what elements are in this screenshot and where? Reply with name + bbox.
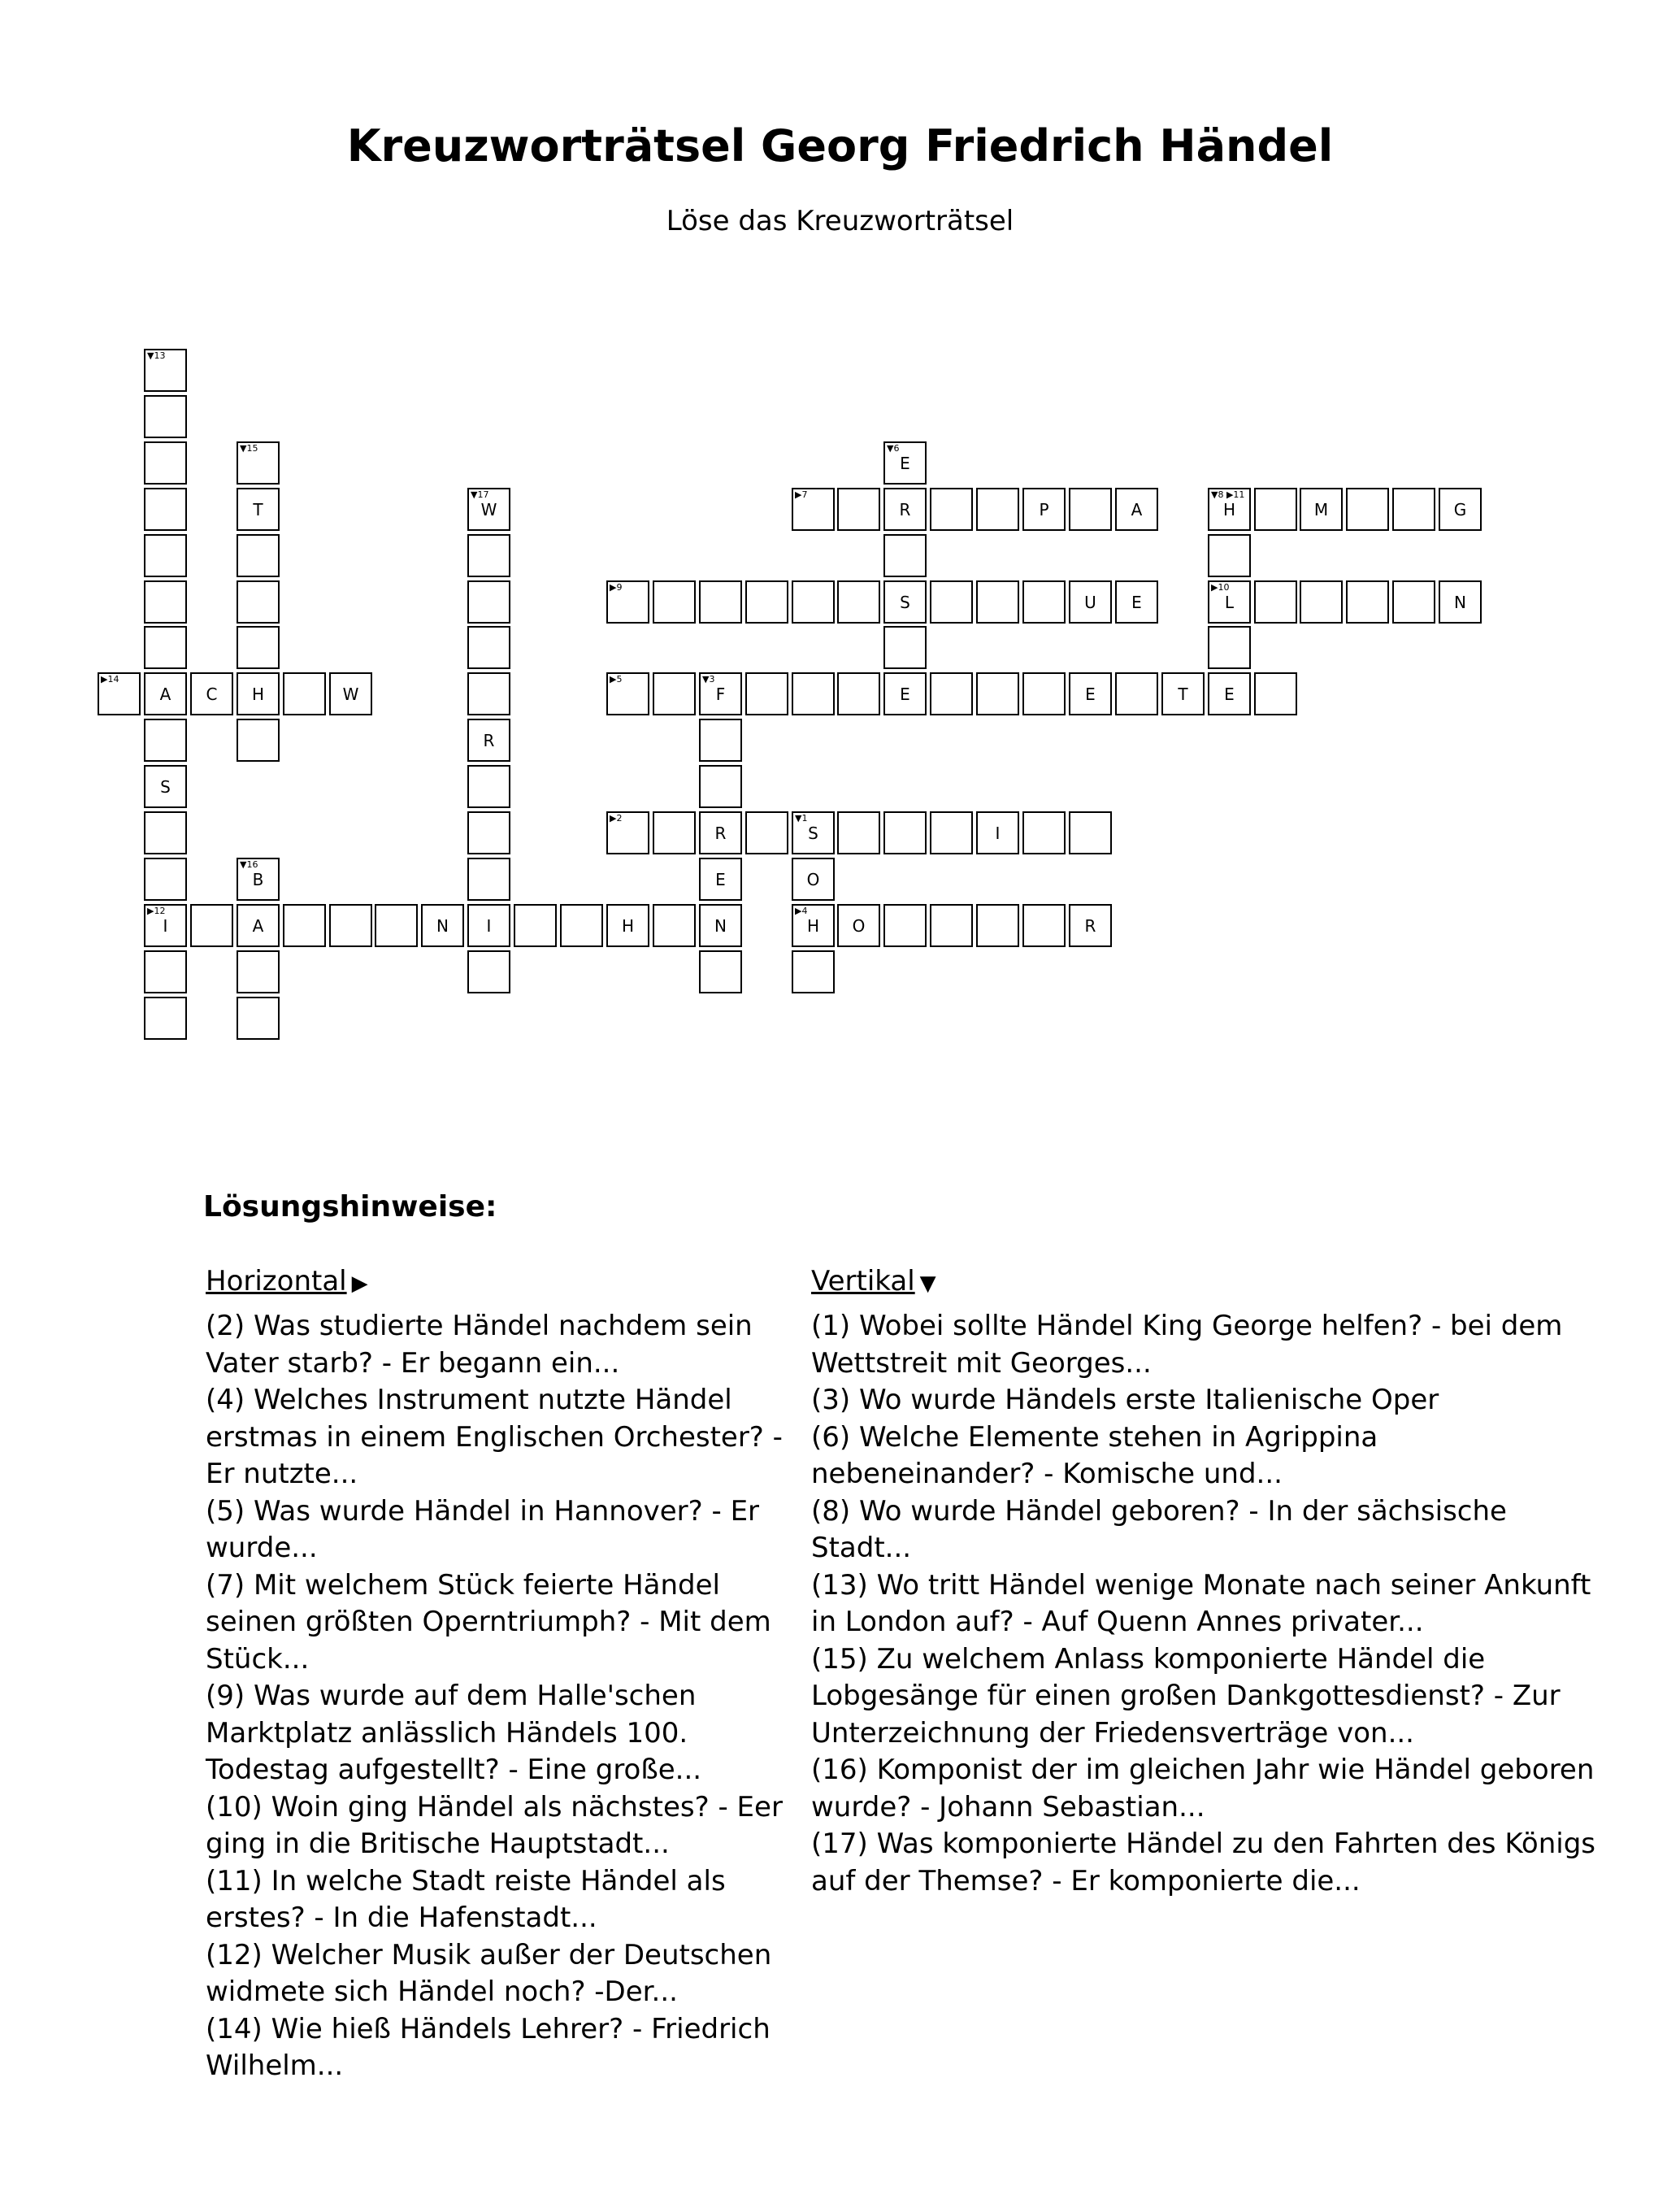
grid-cell[interactable] — [837, 904, 880, 947]
grid-cell[interactable] — [745, 811, 788, 854]
clue-item: (15) Zu welchem Anlass komponierte Händel die Lobgesänge für einen großen Dankgottesdienst? - Zur Unterzeichnung der Friedensverträge von... — [811, 1642, 1561, 1749]
vertical-label: Vertikal — [811, 1265, 915, 1297]
cell-letter: N — [714, 916, 727, 936]
horizontal-clues — [206, 1263, 807, 2085]
cell-letter: R — [899, 500, 911, 519]
grid-cell[interactable] — [1115, 488, 1158, 531]
grid-cell[interactable] — [792, 950, 835, 993]
clue-item: (9) Was wurde auf dem Halle'schen Marktplatz anlässlich Händels 100. Todestag aufgestellt? - Eine große... — [206, 1680, 702, 1786]
grid-cell[interactable] — [792, 488, 835, 531]
grid-cell[interactable] — [237, 719, 280, 762]
grid-cell[interactable] — [467, 719, 510, 762]
clue-item: (14) Wie hieß Händels Lehrer? - Friedrich Wilhelm... — [206, 2012, 771, 2082]
grid-cell[interactable] — [976, 811, 1019, 854]
horizontal-label: Horizontal — [206, 1265, 347, 1297]
grid-cell[interactable] — [883, 441, 927, 485]
grid-cell[interactable] — [283, 904, 326, 947]
grid-cell[interactable] — [1254, 488, 1297, 531]
grid-cell[interactable] — [1022, 488, 1066, 531]
grid-cell[interactable] — [883, 811, 927, 854]
grid-cell[interactable] — [237, 950, 280, 993]
cell-letter: A — [1131, 500, 1143, 519]
grid-cell[interactable] — [976, 488, 1019, 531]
clue-item: (10) Woin ging Händel als nächstes? - Eer ging in die Britische Hauptstadt... — [206, 1790, 783, 1860]
cell-letter: W — [342, 685, 359, 704]
cell-letter: O — [852, 916, 866, 936]
grid-cell[interactable] — [1208, 672, 1251, 715]
grid-cell[interactable] — [144, 488, 187, 531]
grid-cell[interactable] — [653, 811, 696, 854]
grid-cell[interactable] — [237, 580, 280, 624]
cell-letter: A — [159, 685, 171, 704]
cell-number: ▶4 — [795, 906, 808, 916]
grid-cell[interactable] — [144, 904, 187, 947]
cell-letter: H — [251, 685, 265, 704]
grid-cell[interactable] — [699, 811, 742, 854]
clue-item: (4) Welches Instrument nutzte Händel erstmas in einem Englischen Orchester? - Er nutzte... — [206, 1384, 783, 1490]
cell-letter: O — [806, 870, 820, 889]
grid-cell[interactable] — [514, 904, 557, 947]
grid-cell[interactable] — [837, 488, 880, 531]
grid-cell[interactable] — [745, 672, 788, 715]
grid-cell[interactable] — [467, 672, 510, 715]
grid-cell[interactable] — [792, 672, 835, 715]
cell-letter: S — [160, 777, 171, 797]
cell-letter: N — [436, 916, 449, 936]
cell-letter: S — [900, 593, 910, 612]
clue-item: (16) Komponist der im gleichen Jahr wie Händel geboren wurde? - Johann Sebastian... — [811, 1754, 1595, 1823]
grid-cell[interactable] — [1208, 580, 1251, 624]
vertical-header — [811, 1263, 1608, 1308]
grid-cell[interactable] — [144, 534, 187, 577]
cell-letter: B — [252, 870, 264, 889]
grid-cell[interactable] — [1346, 580, 1389, 624]
grid-cell[interactable] — [375, 904, 418, 947]
clue-item: (3) Wo wurde Händels erste Italienische Oper — [811, 1384, 1439, 1416]
grid-cell[interactable] — [606, 672, 649, 715]
grid-cell[interactable] — [467, 580, 510, 624]
grid-cell[interactable] — [237, 534, 280, 577]
cell-letter: T — [253, 500, 263, 519]
grid-cell[interactable] — [144, 395, 187, 438]
grid-cell[interactable] — [237, 441, 280, 485]
cell-letter: I — [163, 916, 168, 936]
cell-letter: F — [715, 685, 726, 704]
grid-cell[interactable] — [976, 580, 1019, 624]
cell-letter: G — [1453, 500, 1467, 519]
cell-number: ▶9 — [610, 582, 623, 593]
grid-cell[interactable] — [144, 626, 187, 669]
grid-cell[interactable] — [1208, 534, 1251, 577]
grid-cell[interactable] — [653, 904, 696, 947]
grid-cell[interactable] — [98, 672, 141, 715]
cell-letter: A — [252, 916, 264, 936]
grid-cell[interactable] — [883, 672, 927, 715]
grid-cell[interactable] — [976, 904, 1019, 947]
grid-cell[interactable] — [837, 580, 880, 624]
grid-cell[interactable] — [237, 626, 280, 669]
grid-cell[interactable] — [883, 488, 927, 531]
cell-letter: P — [1039, 500, 1049, 519]
cell-number: ▶7 — [795, 489, 808, 500]
grid-cell[interactable] — [1022, 811, 1066, 854]
grid-cell[interactable] — [237, 672, 280, 715]
grid-cell[interactable] — [930, 580, 973, 624]
grid-cell[interactable] — [237, 997, 280, 1040]
grid-cell[interactable] — [237, 904, 280, 947]
grid-cell[interactable] — [699, 672, 742, 715]
grid-cell[interactable] — [1439, 580, 1482, 624]
grid-cell[interactable] — [144, 997, 187, 1040]
grid-cell[interactable] — [144, 441, 187, 485]
grid-cell[interactable] — [606, 811, 649, 854]
grid-cell[interactable] — [144, 580, 187, 624]
grid-cell[interactable] — [1254, 672, 1297, 715]
cell-number: ▼3 — [702, 674, 715, 685]
grid-cell[interactable] — [144, 719, 187, 762]
clue-item: (1) Wobei sollte Händel King George helfen? - bei dem Wettstreit mit Georges... — [811, 1310, 1563, 1380]
grid-cell[interactable] — [792, 580, 835, 624]
grid-cell[interactable] — [699, 858, 742, 901]
cell-number: ▼17 — [471, 489, 489, 500]
grid-cell[interactable] — [745, 580, 788, 624]
cell-number: ▼8 ▶11 — [1211, 489, 1245, 500]
grid-cell[interactable] — [1208, 488, 1251, 531]
cell-letter: H — [806, 916, 820, 936]
down-arrow-icon: ▼ — [919, 1271, 936, 1296]
grid-cell[interactable] — [144, 950, 187, 993]
cell-letter: E — [900, 454, 910, 473]
cell-letter: R — [1084, 916, 1096, 936]
grid-cell[interactable] — [837, 672, 880, 715]
grid-cell[interactable] — [976, 672, 1019, 715]
clue-item: (7) Mit welchem Stück feierte Händel seinen größten Operntriumph? - Mit dem Stück... — [206, 1568, 771, 1676]
cell-number: ▼6 — [887, 443, 900, 454]
grid-cell[interactable] — [467, 626, 510, 669]
cell-letter: R — [483, 731, 495, 750]
cell-letter: S — [808, 824, 818, 843]
grid-cell[interactable] — [144, 811, 187, 854]
grid-cell[interactable] — [467, 488, 510, 531]
cell-letter: I — [995, 824, 1001, 843]
grid-cell[interactable] — [883, 626, 927, 669]
grid-cell[interactable] — [1069, 904, 1112, 947]
grid-cell[interactable] — [190, 672, 233, 715]
grid-cell[interactable] — [1300, 580, 1343, 624]
cell-letter: C — [206, 685, 218, 704]
cell-letter: N — [1454, 593, 1466, 612]
cell-letter: W — [480, 500, 497, 519]
grid-cell[interactable] — [930, 811, 973, 854]
clue-item: (8) Wo wurde Händel geboren? - In der sächsische Stadt... — [811, 1494, 1507, 1564]
cell-letter: I — [486, 916, 492, 936]
clue-item: (5) Was wurde Händel in Hannover? - Er wurde... — [206, 1494, 760, 1564]
grid-cell[interactable] — [699, 904, 742, 947]
grid-cell[interactable] — [1346, 488, 1389, 531]
grid-cell[interactable] — [144, 858, 187, 901]
grid-cell[interactable] — [653, 580, 696, 624]
grid-cell[interactable] — [837, 811, 880, 854]
cell-number: ▶10 — [1211, 582, 1230, 593]
grid-cell[interactable] — [1392, 580, 1435, 624]
grid-cell[interactable] — [792, 858, 835, 901]
clue-item: (12) Welcher Musik außer der Deutschen widmete sich Händel noch? -Der... — [206, 1938, 772, 2008]
vertical-clue-list — [811, 1308, 1608, 1900]
cell-number: ▼1 — [795, 813, 808, 824]
horizontal-clue-list — [206, 1308, 807, 2085]
grid-cell[interactable] — [467, 534, 510, 577]
cell-letter: E — [1131, 593, 1142, 612]
grid-cell[interactable] — [1069, 672, 1112, 715]
clue-item: (17) Was komponierte Händel zu den Fahrten des Königs auf der Themse? - Er komponierte die... — [811, 1828, 1596, 1897]
grid-cell[interactable] — [883, 534, 927, 577]
clue-item: (13) Wo tritt Händel wenige Monate nach seiner Ankunft in London auf? - Auf Quenn Annes privater... — [811, 1568, 1591, 1638]
page-title: Kreuzworträtsel Georg Friedrich Händel — [346, 120, 1334, 172]
grid-cell[interactable] — [653, 672, 696, 715]
cell-number: ▶14 — [101, 674, 119, 685]
grid-cell[interactable] — [930, 672, 973, 715]
cell-letter: H — [1222, 500, 1236, 519]
grid-cell[interactable] — [1115, 672, 1158, 715]
grid-cell[interactable] — [792, 904, 835, 947]
grid-cell[interactable] — [792, 811, 835, 854]
cell-number: ▼13 — [147, 350, 166, 361]
hints-heading: Lösungshinweise: — [203, 1190, 497, 1224]
grid-cell[interactable] — [144, 672, 187, 715]
grid-cell[interactable] — [1115, 580, 1158, 624]
grid-cell[interactable] — [1161, 672, 1205, 715]
cell-number: ▼16 — [240, 859, 258, 870]
grid-cell[interactable] — [1069, 488, 1112, 531]
cell-number: ▼15 — [240, 443, 258, 454]
horizontal-header — [206, 1263, 807, 1308]
cell-letter: E — [1085, 685, 1096, 704]
grid-cell[interactable] — [699, 719, 742, 762]
clue-item: (11) In welche Stadt reiste Händel als erstes? - In die Hafenstadt... — [206, 1864, 726, 1934]
cell-number: ▶12 — [147, 906, 166, 916]
grid-cell[interactable] — [1208, 626, 1251, 669]
grid-cell[interactable] — [467, 858, 510, 901]
grid-cell[interactable] — [1300, 488, 1343, 531]
grid-cell[interactable] — [560, 904, 603, 947]
cell-letter: E — [900, 685, 910, 704]
grid-cell[interactable] — [467, 904, 510, 947]
grid-cell[interactable] — [883, 580, 927, 624]
grid-cell[interactable] — [606, 904, 649, 947]
grid-cell[interactable] — [930, 904, 973, 947]
grid-cell[interactable] — [237, 858, 280, 901]
cell-letter: L — [1224, 593, 1235, 612]
grid-cell[interactable] — [1022, 580, 1066, 624]
grid-cell[interactable] — [1254, 580, 1297, 624]
grid-cell[interactable] — [190, 904, 233, 947]
cell-letter: H — [621, 916, 635, 936]
grid-cell[interactable] — [144, 765, 187, 808]
grid-cell[interactable] — [467, 950, 510, 993]
grid-cell[interactable] — [1069, 811, 1112, 854]
grid-cell[interactable] — [467, 811, 510, 854]
grid-cell[interactable] — [283, 672, 326, 715]
grid-cell[interactable] — [699, 950, 742, 993]
clue-item: (2) Was studierte Händel nachdem sein Vater starb? - Er begann ein... — [206, 1310, 753, 1380]
clue-item: (6) Welche Elemente stehen in Agrippina nebeneinander? - Komische und... — [811, 1420, 1378, 1490]
grid-cell[interactable] — [467, 765, 510, 808]
grid-cell[interactable] — [1439, 488, 1482, 531]
grid-cell[interactable] — [699, 580, 742, 624]
cell-number: ▶2 — [610, 813, 623, 824]
grid-cell[interactable] — [1022, 904, 1066, 947]
grid-cell[interactable] — [883, 904, 927, 947]
grid-cell[interactable] — [930, 488, 973, 531]
grid-cell[interactable] — [329, 904, 372, 947]
grid-cell[interactable] — [699, 765, 742, 808]
grid-cell[interactable] — [1392, 488, 1435, 531]
grid-cell[interactable] — [144, 349, 187, 392]
grid-cell[interactable] — [606, 580, 649, 624]
grid-cell[interactable] — [421, 904, 464, 947]
vertical-clues — [811, 1263, 1608, 1900]
right-arrow-icon: ▶ — [351, 1271, 368, 1296]
cell-letter: E — [715, 870, 726, 889]
cell-letter: R — [714, 824, 727, 843]
cell-letter: E — [1224, 685, 1235, 704]
page-subtitle: Löse das Kreuzworträtsel — [666, 205, 1014, 237]
grid-cell[interactable] — [1069, 580, 1112, 624]
cell-number: ▶5 — [610, 674, 623, 685]
cell-letter: U — [1084, 593, 1096, 612]
grid-cell[interactable] — [1022, 672, 1066, 715]
cell-letter: M — [1313, 500, 1329, 519]
grid-cell[interactable] — [329, 672, 372, 715]
cell-letter: T — [1178, 685, 1188, 704]
grid-cell[interactable] — [237, 488, 280, 531]
